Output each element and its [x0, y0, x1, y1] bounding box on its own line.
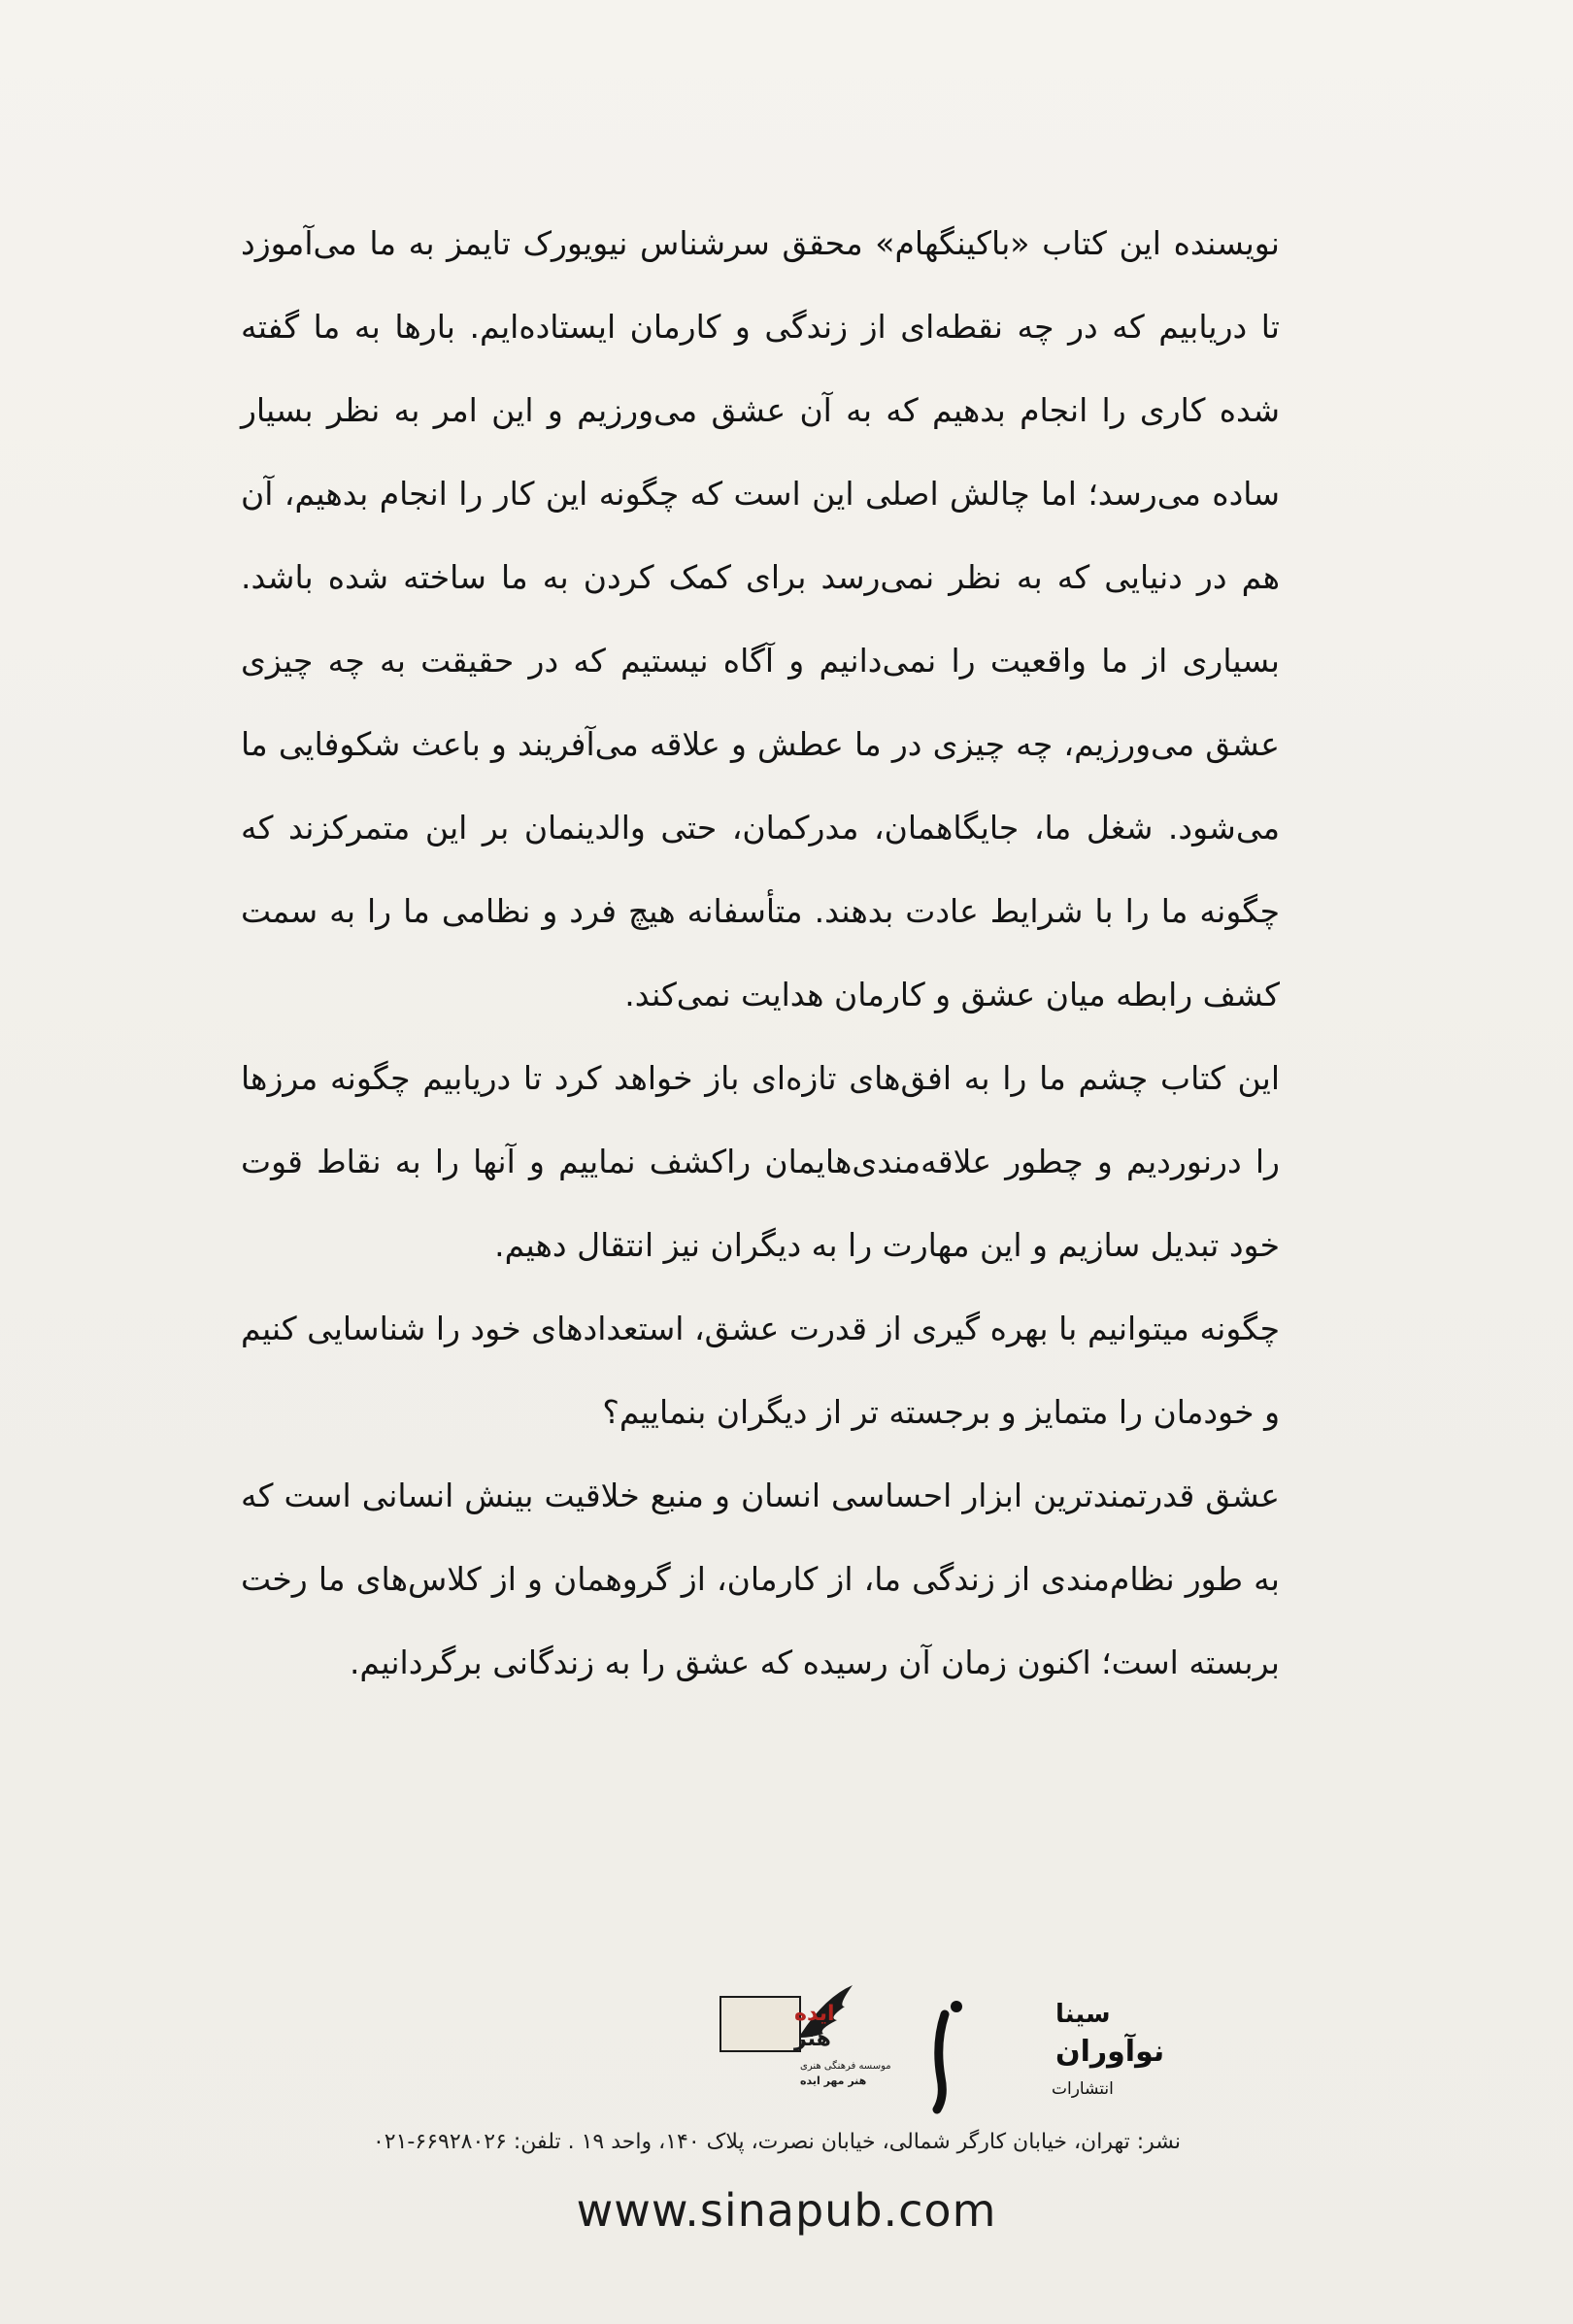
ideh-logo-name-line2: هنر [794, 2027, 831, 2051]
website-url[interactable]: www.sinapub.com [576, 2184, 997, 2237]
publisher-address: نشر: تهران، خیابان کارگر شمالی، خیابان نصرت، پلاک ۱۴۰، واحد ۱۹ . تلفن: ۶۶۹۲۸۰۲۶-۰۲۱ [372, 2130, 1182, 2154]
ideh-logo-name-line1: ایده [794, 2002, 835, 2026]
back-cover-description [241, 202, 1280, 1705]
sina-logo-main-text: نوآوران [1055, 2035, 1165, 2069]
paragraph-intro: نویسنده این کتاب «باکینگهام» محقق سرشناس نیویورک تایمز به ما می‌آموزد تا دریابیم که در چه نقطه‌ای از زندگی و کارمان ایستاده‌ایم. بارها به ما گفته شده کاری را انجام بدهیم که به آن عشق می‌ورزیم و این امر به نظر بسیار ساده می‌رسد؛ اما چالش اصلی این است که چگونه این کار را انجام بدهیم، آن هم در دنیایی که به نظر نمی‌رسد برای کمک کردن به ما ساخته شده باشد. بسیاری از ما واقعیت را نمی‌دانیم و آگاه نیستیم که در حقیقت به چه چیزی عشق می‌ورزیم، چه چیزی در ما عطش و علاقه می‌آفریند و باعث شکوفایی ما می‌شود. شغل ما، جایگاهمان، مدرکمان، حتی والدینمان بر این متمرکزند که چگونه ما را با شرایط عادت بدهند. متأسفانه هیچ فرد و نظامی ما را به سمت کشف رابطه میان عشق و کارمان هدایت نمی‌کند. [241, 224, 1280, 1013]
ideh-logo-subtitle-line1: موسسه فرهنگی هنری [800, 2061, 891, 2072]
sina-noavaran-logo [927, 1985, 1165, 2116]
paragraph-question: چگونه میتوانیم با بهره گیری از قدرت عشق، استعدادهای خود را شناسایی کنیم و خودمان را متمایز و برجسته تر از دیگران بنماییم؟ [241, 1310, 1280, 1431]
paragraph-conclusion: عشق قدرتمندترین ابزار احساسی انسان و منبع خلاقیت بینش انسانی است که به طور نظام‌مندی از زندگی ما، از کارمان، از گروهمان و از کلاس‌های ما رخت بربسته است؛ اکنون زمان آن رسیده که عشق را به زندگانی برگردانیم. [241, 1477, 1280, 1681]
ideh-honar-logo [709, 1977, 891, 2099]
paragraph-horizons: این کتاب چشم ما را به افق‌های تازه‌ای باز خواهد کرد تا دریابیم چگونه مرزها را درنوردیم و چطور علاقه‌مندی‌هایمان راکشف نماییم و آنها را به نقاط قوت خود تبدیل سازیم و این مهارت را به دیگران نیز انتقال دهیم. [241, 1059, 1280, 1264]
publisher-logos [0, 1975, 1573, 2121]
sina-logo-bottom-text: انتشارات [1052, 2079, 1114, 2099]
sina-logo-top-text: سینا [1055, 2000, 1111, 2029]
ideh-logo-frame [720, 1997, 800, 2051]
ideh-logo-subtitle-line2: هنر مهر ایده [800, 2075, 867, 2087]
